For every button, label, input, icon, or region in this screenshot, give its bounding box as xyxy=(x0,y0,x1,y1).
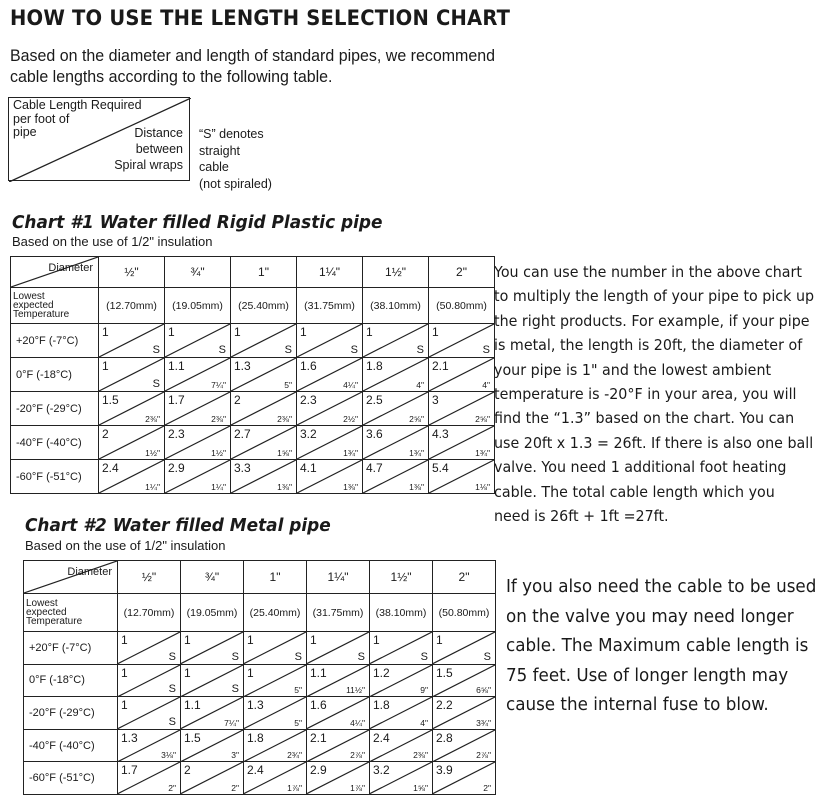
chart1-subtitle: Based on the use of 1/2" insulation xyxy=(12,234,213,249)
lowest-temp-header: Lowest expected Temperature xyxy=(24,594,118,632)
length-cell xyxy=(99,392,165,426)
length-cell xyxy=(244,762,307,795)
size-header: ½" xyxy=(99,257,165,288)
length-cell xyxy=(363,426,429,460)
spiral-spacing-value: 4" xyxy=(420,717,428,728)
length-cell xyxy=(231,392,297,426)
chart2-table xyxy=(23,560,496,795)
multiplier-value: 2.4 xyxy=(102,461,119,475)
spiral-spacing-value: 7¼" xyxy=(224,717,239,728)
multiplier-value: 3.9 xyxy=(436,763,453,778)
length-cell xyxy=(231,460,297,494)
mm-header: (19.05mm) xyxy=(165,288,231,324)
spiral-spacing-value: S xyxy=(420,650,428,663)
temperature-cell: -60°F (-51°C) xyxy=(11,460,99,494)
chart2-subtitle: Based on the use of 1/2" insulation xyxy=(25,538,226,553)
spiral-spacing-value: 3" xyxy=(231,750,239,761)
table-row xyxy=(11,358,495,392)
multiplier-value: 1 xyxy=(247,665,254,680)
spiral-spacing-value: 4" xyxy=(482,380,490,390)
chart2-title: Chart #2 Water filled Metal pipe xyxy=(25,515,331,536)
spiral-spacing-value: 2¾" xyxy=(287,750,302,761)
length-cell xyxy=(297,392,363,426)
multiplier-value: 3.6 xyxy=(366,427,383,441)
spiral-spacing-value: 2" xyxy=(231,782,239,793)
length-cell xyxy=(307,632,370,665)
length-cell xyxy=(118,632,181,665)
multiplier-value: 4.7 xyxy=(366,461,383,475)
size-header: 1½" xyxy=(370,561,433,594)
size-header: 2" xyxy=(429,257,495,288)
length-cell xyxy=(307,664,370,697)
length-cell xyxy=(297,358,363,392)
spiral-spacing-value: 3⅛" xyxy=(161,750,176,761)
example-paragraph: You can use the number in the above chart to multiply the length of your pipe to pick up the right products. For example, if your pipe is metal, the length is 20ft, the diameter of your pipe is 1" and the lowest ambient temperature is -20°F in your area, you will find the “1.3” based on the chart. You can use 20ft x 1.3 = 26ft. If there is also one ball valve. You need 1 additional foot heating cable. The total cable length which you need is 26ft + 1ft =27ft. xyxy=(494,263,815,526)
chart1-table xyxy=(10,256,495,494)
length-cell xyxy=(231,358,297,392)
multiplier-value: 3 xyxy=(432,393,439,407)
length-cell xyxy=(433,632,496,665)
diameter-header-cell xyxy=(11,257,99,288)
length-cell xyxy=(297,324,363,358)
multiplier-value: 2.9 xyxy=(310,763,327,778)
multiplier-value: 2 xyxy=(234,393,241,407)
mm-header: (50.80mm) xyxy=(433,594,496,632)
table-row xyxy=(11,460,495,494)
multiplier-value: 1.3 xyxy=(234,359,251,373)
multiplier-value: 2.7 xyxy=(234,427,251,441)
multiplier-value: 1.2 xyxy=(373,665,390,680)
multiplier-value: 4.3 xyxy=(432,427,449,441)
multiplier-value: 1 xyxy=(184,633,191,647)
length-cell xyxy=(370,664,433,697)
length-cell xyxy=(429,358,495,392)
length-cell xyxy=(433,762,496,795)
length-cell xyxy=(181,664,244,697)
length-cell xyxy=(429,460,495,494)
mm-header: (31.75mm) xyxy=(297,288,363,324)
mm-header: (12.70mm) xyxy=(99,288,165,324)
multiplier-value: 2 xyxy=(102,427,109,441)
table-row xyxy=(11,324,495,358)
mm-header: (25.40mm) xyxy=(244,594,307,632)
multiplier-value: 1.5 xyxy=(102,393,119,407)
legend-cable-length-label: Cable Length Required per foot of pipe xyxy=(13,98,142,139)
length-cell xyxy=(370,729,433,762)
multiplier-value: 1 xyxy=(247,633,254,647)
length-cell xyxy=(165,392,231,426)
spiral-spacing-value: 2⅝" xyxy=(475,414,490,424)
spiral-spacing-value: S xyxy=(152,344,160,356)
size-header: 2" xyxy=(433,561,496,594)
length-cell xyxy=(307,762,370,795)
length-cell xyxy=(370,697,433,730)
length-cell xyxy=(429,392,495,426)
multiplier-value: 1.1 xyxy=(310,665,327,680)
multiplier-value: 1 xyxy=(432,325,439,339)
length-cell xyxy=(363,460,429,494)
spiral-spacing-value: 2⅜" xyxy=(211,414,226,424)
mm-header: (38.10mm) xyxy=(363,288,429,324)
multiplier-value: 1 xyxy=(121,633,128,647)
spiral-spacing-value: 1⅛" xyxy=(475,482,490,492)
temperature-cell: -20°F (-29°C) xyxy=(11,392,99,426)
chart1-heading xyxy=(12,212,406,233)
mm-header: (25.40mm) xyxy=(231,288,297,324)
legend-note: “S” denotes straight cable (not spiraled) xyxy=(199,127,272,191)
lowest-temp-header: Lowest expected Temperature xyxy=(11,288,99,324)
multiplier-value: 2.4 xyxy=(373,730,390,745)
length-cell xyxy=(118,697,181,730)
spiral-spacing-value: 1¾" xyxy=(475,448,490,458)
length-cell xyxy=(118,729,181,762)
multiplier-value: 1.6 xyxy=(300,359,317,373)
spiral-spacing-value: S xyxy=(284,344,292,356)
spiral-spacing-value: 1½" xyxy=(211,448,226,458)
spiral-spacing-value: S xyxy=(168,650,176,663)
multiplier-value: 2.1 xyxy=(432,359,449,373)
spiral-spacing-value: S xyxy=(416,344,424,356)
length-cell xyxy=(370,762,433,795)
length-cell xyxy=(99,460,165,494)
spiral-spacing-value: 3¾" xyxy=(476,717,491,728)
table-row xyxy=(24,729,496,762)
spiral-spacing-value: 1⅝" xyxy=(277,448,292,458)
multiplier-value: 1 xyxy=(366,325,373,339)
chart1-title: Chart #1 Water filled Rigid Plastic pipe xyxy=(12,212,383,233)
spiral-spacing-value: S xyxy=(152,378,160,390)
spiral-spacing-value: 2½" xyxy=(343,414,358,424)
multiplier-value: 2 xyxy=(184,763,191,778)
table-row xyxy=(24,697,496,730)
multiplier-value: 2.8 xyxy=(436,730,453,745)
spiral-spacing-value: S xyxy=(482,344,490,356)
multiplier-value: 1 xyxy=(121,665,128,680)
multiplier-value: 1.3 xyxy=(247,698,264,713)
length-cell xyxy=(165,324,231,358)
spiral-spacing-value: 2" xyxy=(168,782,176,793)
length-cell xyxy=(363,358,429,392)
multiplier-value: 1.1 xyxy=(184,698,201,713)
multiplier-value: 1.5 xyxy=(184,730,201,745)
length-cell xyxy=(307,729,370,762)
length-cell xyxy=(99,324,165,358)
multiplier-value: 2.9 xyxy=(168,461,185,475)
size-header: 1" xyxy=(231,257,297,288)
spiral-spacing-value: S xyxy=(294,650,302,663)
multiplier-value: 1.8 xyxy=(373,698,390,713)
size-header: 1½" xyxy=(363,257,429,288)
spiral-spacing-value: 2⅞" xyxy=(476,750,491,761)
multiplier-value: 3.2 xyxy=(300,427,317,441)
multiplier-value: 2.5 xyxy=(366,393,383,407)
spiral-spacing-value: S xyxy=(168,715,176,728)
temperature-cell: -20°F (-29°C) xyxy=(24,697,118,730)
spiral-spacing-value: 5" xyxy=(294,685,302,696)
multiplier-value: 1 xyxy=(373,633,380,647)
length-cell xyxy=(165,358,231,392)
length-cell xyxy=(244,664,307,697)
table-row xyxy=(24,762,496,795)
mm-header: (31.75mm) xyxy=(307,594,370,632)
length-cell xyxy=(231,324,297,358)
spiral-spacing-value: 1⅞" xyxy=(287,782,302,793)
spiral-spacing-value: 11½" xyxy=(346,685,365,696)
length-cell xyxy=(363,392,429,426)
spiral-spacing-value: 1¼" xyxy=(145,482,160,492)
length-cell xyxy=(433,664,496,697)
diameter-label: Diameter xyxy=(48,262,93,274)
length-cell xyxy=(244,729,307,762)
multiplier-value: 1 xyxy=(168,325,175,339)
spiral-spacing-value: 9" xyxy=(420,685,428,696)
spiral-spacing-value: 5" xyxy=(294,717,302,728)
size-header: ½" xyxy=(118,561,181,594)
diameter-header-cell xyxy=(24,561,118,594)
table-row xyxy=(24,632,496,665)
spiral-spacing-value: 1¼" xyxy=(211,482,226,492)
size-header: 1¼" xyxy=(297,257,363,288)
length-cell xyxy=(429,324,495,358)
size-header: ¾" xyxy=(165,257,231,288)
spiral-spacing-value: 1⅝" xyxy=(413,782,428,793)
length-cell xyxy=(244,697,307,730)
length-cell xyxy=(429,426,495,460)
multiplier-value: 2.3 xyxy=(300,393,317,407)
length-cell xyxy=(181,697,244,730)
size-header: ¾" xyxy=(181,561,244,594)
length-cell xyxy=(99,426,165,460)
spiral-spacing-value: 4" xyxy=(416,380,424,390)
length-cell xyxy=(297,426,363,460)
size-header: 1¼" xyxy=(307,561,370,594)
spiral-spacing-value: 1⅜" xyxy=(409,482,424,492)
multiplier-value: 1.8 xyxy=(247,730,264,745)
mm-header: (38.10mm) xyxy=(370,594,433,632)
multiplier-value: 3.3 xyxy=(234,461,251,475)
spiral-spacing-value: 2⅝" xyxy=(409,414,424,424)
table-row xyxy=(11,392,495,426)
multiplier-value: 1 xyxy=(102,359,109,373)
length-cell xyxy=(433,729,496,762)
spiral-spacing-value: 1¾" xyxy=(343,448,358,458)
length-cell xyxy=(181,729,244,762)
length-cell xyxy=(118,664,181,697)
spiral-spacing-value: S xyxy=(483,650,491,663)
multiplier-value: 1.5 xyxy=(436,665,453,680)
spiral-spacing-value: 1⅞" xyxy=(350,782,365,793)
multiplier-value: 1.7 xyxy=(168,393,185,407)
length-cell xyxy=(244,632,307,665)
multiplier-value: 1.8 xyxy=(366,359,383,373)
spiral-spacing-value: S xyxy=(350,344,358,356)
spiral-spacing-value: 2⅜" xyxy=(277,414,292,424)
spiral-spacing-value: S xyxy=(168,683,176,696)
temperature-cell: +20°F (-7°C) xyxy=(11,324,99,358)
spiral-spacing-value: 7¼" xyxy=(211,380,226,390)
multiplier-value: 4.1 xyxy=(300,461,317,475)
mm-header: (12.70mm) xyxy=(118,594,181,632)
multiplier-value: 2.2 xyxy=(436,698,453,713)
legend-box xyxy=(8,97,190,181)
multiplier-value: 1 xyxy=(121,698,128,713)
length-cell xyxy=(165,460,231,494)
length-cell xyxy=(307,697,370,730)
length-cell xyxy=(231,426,297,460)
temperature-cell: 0°F (-18°C) xyxy=(24,664,118,697)
multiplier-value: 1 xyxy=(234,325,241,339)
multiplier-value: 1.3 xyxy=(121,730,138,745)
length-cell xyxy=(165,426,231,460)
multiplier-value: 1 xyxy=(300,325,307,339)
length-cell xyxy=(297,460,363,494)
spiral-spacing-value: 2⅜" xyxy=(413,750,428,761)
spiral-spacing-value: 1⅜" xyxy=(343,482,358,492)
temperature-cell: -60°F (-51°C) xyxy=(24,762,118,795)
intro-text: Based on the diameter and length of standard pipes, we recommend cable lengths according to the following table. xyxy=(10,46,496,86)
temperature-cell: +20°F (-7°C) xyxy=(24,632,118,665)
spiral-spacing-value: 4¼" xyxy=(350,717,365,728)
table-row xyxy=(24,664,496,697)
multiplier-value: 1.7 xyxy=(121,763,138,778)
spiral-spacing-value: 1¾" xyxy=(409,448,424,458)
table-row xyxy=(11,426,495,460)
spiral-spacing-value: 4¼" xyxy=(343,380,358,390)
length-cell xyxy=(433,697,496,730)
multiplier-value: 3.2 xyxy=(373,763,390,778)
length-cell xyxy=(363,324,429,358)
temperature-cell: -40°F (-40°C) xyxy=(24,729,118,762)
spiral-spacing-value: 2⅜" xyxy=(145,414,160,424)
spiral-spacing-value: 1½" xyxy=(145,448,160,458)
valve-note-paragraph: If you also need the cable to be used on the valve you may need longer cable. The Maximum cable length is 75 feet. Use of longer length may cause the internal fuse to blow. xyxy=(506,576,817,716)
multiplier-value: 1 xyxy=(184,665,191,680)
spiral-spacing-value: 2⅞" xyxy=(350,750,365,761)
multiplier-value: 2.4 xyxy=(247,763,264,778)
multiplier-value: 1 xyxy=(102,325,109,339)
temperature-cell: -40°F (-40°C) xyxy=(11,426,99,460)
length-cell xyxy=(181,762,244,795)
multiplier-value: 2.1 xyxy=(310,730,327,745)
spiral-spacing-value: 1⅜" xyxy=(277,482,292,492)
spiral-spacing-value: 6⅝" xyxy=(476,685,491,696)
mm-header: (50.80mm) xyxy=(429,288,495,324)
length-cell xyxy=(370,632,433,665)
multiplier-value: 1 xyxy=(436,633,443,647)
multiplier-value: 2.3 xyxy=(168,427,185,441)
length-cell xyxy=(118,762,181,795)
mm-header: (19.05mm) xyxy=(181,594,244,632)
spiral-spacing-value: S xyxy=(231,650,239,663)
diameter-label: Diameter xyxy=(67,566,112,578)
size-header: 1" xyxy=(244,561,307,594)
spiral-spacing-value: S xyxy=(357,650,365,663)
multiplier-value: 1.1 xyxy=(168,359,185,373)
spiral-spacing-value: 5" xyxy=(284,380,292,390)
spiral-spacing-value: 2" xyxy=(483,782,491,793)
page-title: HOW TO USE THE LENGTH SELECTION CHART xyxy=(10,6,511,30)
multiplier-value: 5.4 xyxy=(432,461,449,475)
chart2-heading xyxy=(25,515,350,536)
legend-distance-label: Distance between Spiral wraps xyxy=(114,126,183,172)
spiral-spacing-value: S xyxy=(218,344,226,356)
multiplier-value: 1 xyxy=(310,633,317,647)
spiral-spacing-value: S xyxy=(231,683,239,696)
length-cell xyxy=(99,358,165,392)
temperature-cell: 0°F (-18°C) xyxy=(11,358,99,392)
multiplier-value: 1.6 xyxy=(310,698,327,713)
length-cell xyxy=(181,632,244,665)
